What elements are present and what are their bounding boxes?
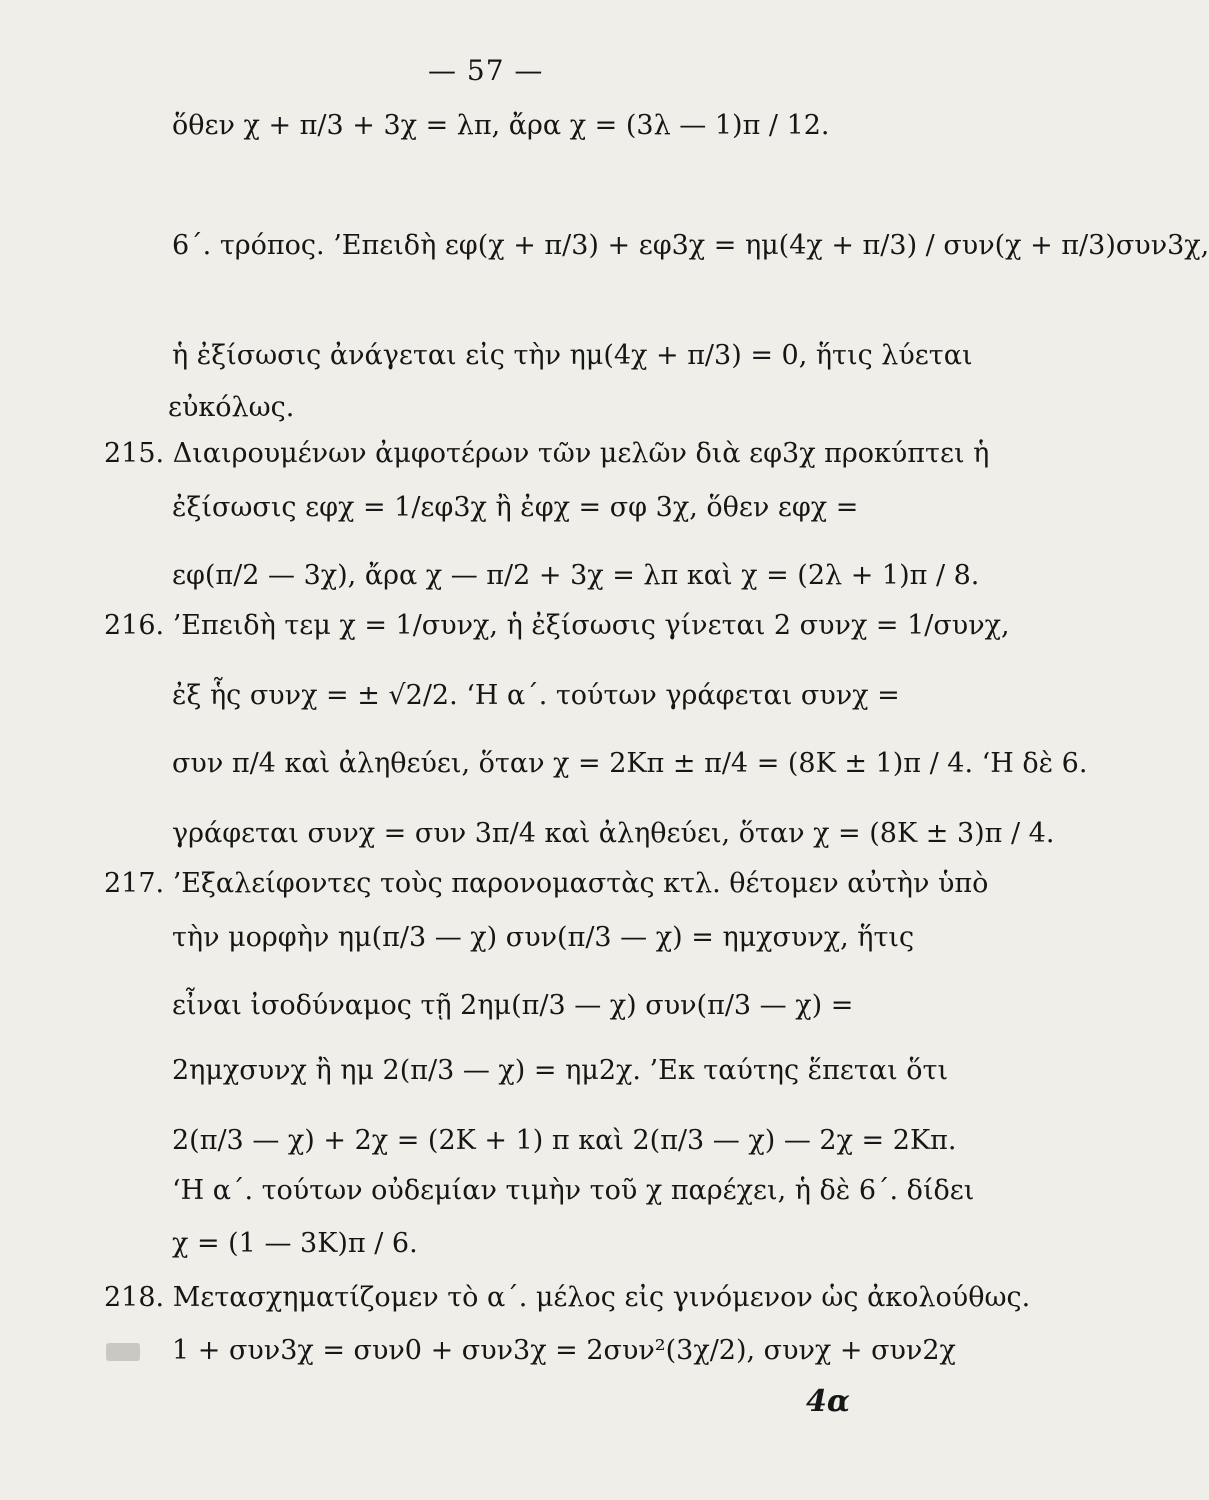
text-line-16: 2(π/3 — χ) + 2χ = (2Κ + 1) π καὶ 2(π/3 — χ) — 2χ = 2Κπ. bbox=[172, 1125, 957, 1156]
signature-mark: 4α bbox=[806, 1384, 850, 1419]
text-line-17: ‘Η α΄. τούτων οὐδεμίαν τιμὴν τοῦ χ παρέχει, ἡ δὲ 6΄. δίδει bbox=[172, 1175, 975, 1206]
text-line-2: 6΄. τρόπος. ’Επειδὴ εφ(χ + π/3) + εφ3χ = ημ(4χ + π/3) / συν(χ + π/3)συν3χ, bbox=[172, 230, 1209, 261]
page-number: — 57 — bbox=[428, 54, 544, 87]
text-line-10: συν π/4 καὶ ἀληθεύει, ὅταν χ = 2Κπ ± π/4 = (8Κ ± 1)π / 4. ‘Η δὲ 6. bbox=[172, 748, 1088, 779]
text-line-20: 1 + συν3χ = συν0 + συν3χ = 2συν²(3χ/2), συνχ + συν2χ bbox=[172, 1335, 956, 1366]
ink-smudge bbox=[106, 1343, 140, 1361]
text-line-8: 216. ’Επειδὴ τεμ χ = 1/συνχ, ἡ ἐξίσωσις γίνεται 2 συνχ = 1/συνχ, bbox=[104, 610, 1010, 641]
text-line-4: εὐκόλως. bbox=[168, 392, 295, 423]
text-line-9: ἐξ ἧς συνχ = ± √2/2. ‘Η α΄. τούτων γράφεται συνχ = bbox=[172, 680, 900, 711]
text-line-15: 2ημχσυνχ ἢ ημ 2(π/3 — χ) = ημ2χ. ’Εκ ταύτης ἕπεται ὅτι bbox=[172, 1055, 949, 1086]
text-line-7: εφ(π/2 — 3χ), ἄρα χ — π/2 + 3χ = λπ καὶ χ = (2λ + 1)π / 8. bbox=[172, 560, 980, 591]
text-line-14: εἶναι ἰσοδύναμος τῇ 2ημ(π/3 — χ) συν(π/3 — χ) = bbox=[172, 990, 854, 1021]
text-line-13: τὴν μορφὴν ημ(π/3 — χ) συν(π/3 — χ) = ημχσυνχ, ἥτις bbox=[172, 922, 915, 953]
text-line-6: ἐξίσωσις εφχ = 1/εφ3χ ἢ ἐφχ = σφ 3χ, ὅθεν εφχ = bbox=[172, 492, 859, 523]
text-line-11: γράφεται συνχ = συν 3π/4 καὶ ἀληθεύει, ὅταν χ = (8Κ ± 3)π / 4. bbox=[172, 818, 1055, 849]
text-line-12: 217. ’Εξαλείφοντες τοὺς παρονομαστὰς κτλ. θέτομεν αὐτὴν ὑπὸ bbox=[104, 868, 989, 899]
text-line-5: 215. Διαιρουμένων ἀμφοτέρων τῶν μελῶν διὰ εφ3χ προκύπτει ἡ bbox=[104, 438, 990, 469]
text-line-19: 218. Μετασχηματίζομεν τὸ α΄. μέλος εἰς γινόμενον ὡς ἀκολούθως. bbox=[104, 1282, 1031, 1313]
text-line-18: χ = (1 — 3Κ)π / 6. bbox=[172, 1228, 418, 1259]
text-line-3: ἡ ἐξίσωσις ἀνάγεται εἰς τὴν ημ(4χ + π/3) = 0, ἥτις λύεται bbox=[172, 340, 973, 371]
text-line-1: ὅθεν χ + π/3 + 3χ = λπ, ἄρα χ = (3λ — 1)π / 12. bbox=[172, 110, 830, 141]
